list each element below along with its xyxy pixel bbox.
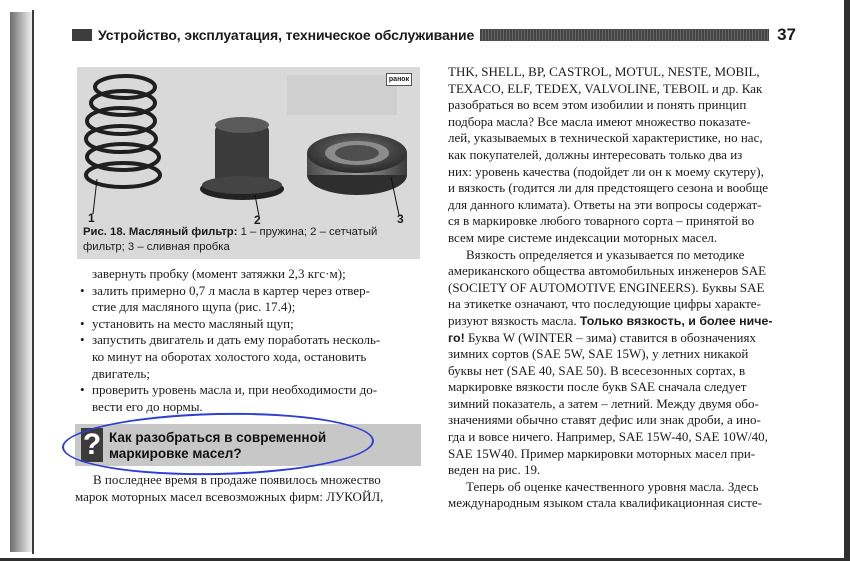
figure-caption (83, 225, 415, 255)
steps-list (92, 283, 422, 416)
text-line (448, 330, 798, 347)
mesh-filter-drawing (200, 117, 284, 200)
text-line: вести его до нормы. (92, 398, 203, 414)
caption-text-1: 1 – пружина; 2 – сетчатый (237, 226, 378, 238)
text-line: веден на рис. 19. (448, 462, 541, 478)
section-title-line-2: маркировке масел? (109, 446, 242, 461)
text-span: Теперь об оценке качественного уровня масла. Здесь (466, 478, 759, 494)
text-line: THK, SHELL, BP, CASTROL, MOTUL, NESTE, MOBIL, (448, 64, 760, 79)
list-item (92, 316, 422, 333)
text-span: ризуют вязкость масла. (448, 312, 580, 328)
window-frame-right (844, 0, 850, 561)
list-item (92, 283, 422, 316)
text-line: ся в маркировке любого товарного сорта – принятой во (448, 213, 755, 229)
text-span: Буква W (WINTER – зима) ставится в обозначениях (464, 329, 756, 345)
text-line: • проверить уровень масла и, при необходимости до- (92, 382, 378, 398)
text-span: Вязкость определяется и указывается по методике (466, 246, 745, 262)
text-line: марок моторных масел всевозможных фирм: ЛУКОЙЛ, (75, 488, 384, 504)
caption-label: Рис. 18. Масляный фильтр: (83, 226, 238, 238)
text-line: всем мире системе индексации моторных масел. (448, 229, 718, 245)
text-line: ко минут на оборотах холостого хода, остановить (92, 348, 367, 364)
left-column-bottom (75, 472, 421, 505)
list-item (92, 382, 422, 415)
text-line: разобраться во всем этом изобилии и понять принцип (448, 97, 747, 113)
right-column (448, 64, 798, 512)
emphasis-text: го! (448, 330, 465, 345)
text-line: завернуть пробку (момент затяжки 2,3 кгс·м); (92, 266, 346, 281)
header-bar-left (72, 29, 92, 41)
text-line: американского общества автомобильных инженеров SAE (448, 263, 767, 279)
text-line: как покупателей, должны интересовать только два из (448, 146, 743, 162)
text-line: стие для масляного щупа (рис. 17.4); (92, 299, 296, 315)
text-line: • запустить двигатель и дать ему поработать несколь- (92, 332, 381, 348)
text-line: (SOCIETY OF AUTOMOTIVE ENGINEERS). Буквы SAE (448, 279, 765, 295)
callout-2: 2 (254, 213, 261, 227)
text-line: зимний показатель, а затем – летний. Между двумя обо- (448, 395, 759, 411)
text-line: TEXACO, ELF, TEDEX, VALVOLINE, TEBOIL и др. Как (448, 80, 763, 96)
list-item (92, 332, 422, 382)
text-line: подбора масла? Все масла имеют множество показате- (448, 113, 751, 129)
drain-plug-drawing (307, 133, 407, 195)
text-line: гда и вовсе ничего. Например, SAE 15W-40, SAE 10W/40, (448, 429, 768, 445)
text-line: зимних сортов (SAE 5W, SAE 15W), у летних никакой (448, 346, 749, 362)
figure-oil-filter (77, 67, 420, 259)
text-line: лей, указываемых в технической характеристике, но нас, (448, 130, 763, 146)
text-line: них: уровень качества (подойдет ли он к моему скутеру), (448, 163, 764, 179)
text-line (448, 247, 798, 264)
text-line: маркировке вязкости после букв SAE сначала следует (448, 379, 747, 395)
spring-drawing (86, 76, 160, 187)
callout-3: 3 (397, 212, 404, 226)
text-line: и вязкость (годится ли для предстоящего сезона и вообще (448, 180, 769, 196)
running-header (72, 27, 796, 43)
book-spine-edge (32, 10, 34, 554)
text-line: буквы нет (SAE 40, SAE 50). В всесезонных сортах, в (448, 362, 746, 378)
question-icon: ? (82, 428, 102, 461)
header-bar-right (480, 29, 769, 41)
section-title-line-1: Как разобраться в современной (109, 430, 327, 445)
text-line: международным языком стала квалификационная систе- (448, 495, 762, 511)
left-column (92, 266, 422, 415)
text-line: значениями обычно ставят дефис или знак дроби, а ино- (448, 412, 761, 428)
text-line (448, 313, 798, 330)
callout-1: 1 (88, 211, 95, 225)
publisher-logo: ранок (386, 73, 412, 86)
book-spine-shadow (10, 12, 32, 552)
text-line (75, 472, 421, 489)
text-span: В последнее время в продаже появилось множество (93, 472, 381, 487)
emphasis-text: Только вязкость, и более ниче- (579, 313, 773, 328)
text-line: • установить на место масляный щуп; (92, 315, 294, 331)
text-line: двигатель; (92, 365, 150, 381)
text-line: на этикетке означают, что последующие цифры характе- (448, 296, 761, 312)
text-line (448, 479, 798, 496)
page-number: 37 (777, 25, 796, 44)
text-line: SAE 15W40. Пример маркировки моторных масел при- (448, 445, 756, 461)
header-title: Устройство, эксплуатация, техническое обслуживание (98, 27, 475, 43)
text-line: для данного климата). Ответы на эти вопросы содержат- (448, 196, 762, 212)
text-line: • залить примерно 0,7 л масла в картер через отвер- (92, 282, 370, 298)
caption-text-2: фильтр; 3 – сливная пробка (83, 241, 230, 253)
